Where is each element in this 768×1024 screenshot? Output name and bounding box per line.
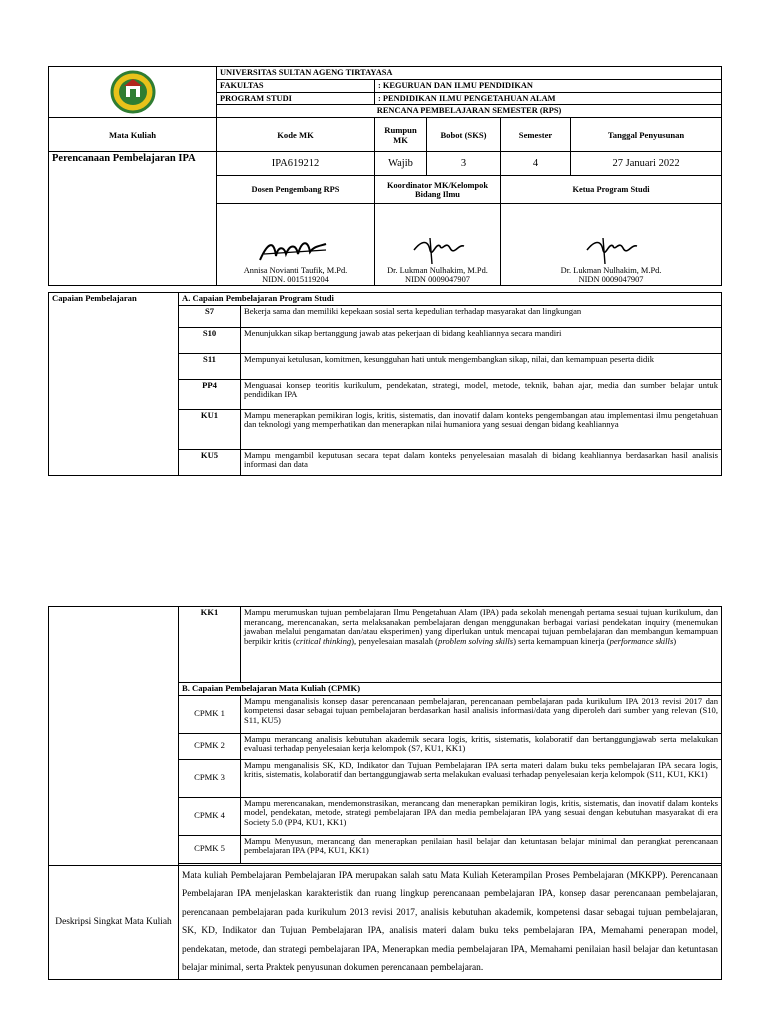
cpl-table-part-2 xyxy=(48,606,722,980)
cpl-code: PP4 xyxy=(179,379,241,409)
signer-2-cell xyxy=(375,204,501,286)
course-bobot: 3 xyxy=(427,152,501,176)
signer-1-cell xyxy=(217,204,375,286)
signer-3-name: Dr. Lukman Nulhakim, M.Pd. xyxy=(560,266,662,275)
cpl-text: Mempunyai ketulusan, komitmen, kesungguhan hati untuk mengembangkan sikap, nilai, dan kemampuan peserta didik xyxy=(241,353,722,379)
cpmk-code: CPMK 3 xyxy=(179,759,241,797)
logo-cell xyxy=(49,67,217,118)
cpmk-text: Mampu menganalisis konsep dasar perencanaan pembelajaran, perencanaan pembelajaran pada kurikulum IPA 2013 revisi 2017 dan kompetensi dasar sebagai tujuan pembelajaran berdasarkan hasil analisis informasi/data yang diperoleh dari sumber yang relevan (S10, S11, KU5) xyxy=(241,695,722,733)
document-title: RENCANA PEMBELAJARAN SEMESTER (RPS) xyxy=(217,105,722,118)
cpmk-text: Mampu Menyusun, merancang dan menerapkan penilaian hasil belajar dan ketuntasan belajar minimal dan perangkat perencanaan pembelajaran IPA (PP4, KU1, KK1) xyxy=(241,835,722,863)
signer-3-cell xyxy=(501,204,722,286)
cpl-code: KU5 xyxy=(179,449,241,475)
col-bobot: Bobot (SKS) xyxy=(427,118,501,152)
cpmk-code: CPMK 4 xyxy=(179,797,241,835)
program-label: PROGRAM STUDI xyxy=(217,92,375,105)
rps-header-table xyxy=(48,66,722,286)
cpl-code: S10 xyxy=(179,327,241,353)
signer-2-nidn: NIDN 0009047907 xyxy=(405,275,470,284)
cpl-code: KU1 xyxy=(179,409,241,449)
cpl-table-part-1 xyxy=(48,292,722,476)
faculty-value: : KEGURUAN DAN ILMU PENDIDIKAN xyxy=(375,79,722,92)
role-ketua-prodi: Ketua Program Studi xyxy=(501,176,722,204)
signer-1-name: Annisa Novianti Taufik, M.Pd. xyxy=(243,266,348,275)
cpmk-code: CPMK 5 xyxy=(179,835,241,863)
course-name: Perencanaan Pembelajaran IPA xyxy=(49,152,217,286)
program-value: : PENDIDIKAN ILMU PENGETAHUAN ALAM xyxy=(375,92,722,105)
course-code: IPA619212 xyxy=(217,152,375,176)
cpl-code-kk1: KK1 xyxy=(179,607,241,683)
section-b-title: B. Capaian Pembelajaran Mata Kuliah (CPMK) xyxy=(179,683,722,696)
cpl-text: Mampu mengambil keputusan secara tepat dalam konteks penyelesaian masalah di bidang keahliannya berdasarkan hasil analisis informasi dan data xyxy=(241,449,722,475)
col-kode-mk: Kode MK xyxy=(217,118,375,152)
signer-1-nidn: NIDN. 0015119204 xyxy=(262,275,329,284)
signer-3-nidn: NIDN 0009047907 xyxy=(578,275,644,284)
col-mata-kuliah: Mata Kuliah xyxy=(49,118,217,152)
cpl-text-kk1: Mampu merumuskan tujuan pembelajaran Ilmu Pengetahuan Alam (IPA) pada sekolah menengah pertama sesuai tujuan kurikulum, dan merancang, merencanakan, serta melaksanakan pembelajaran dengan menggunakan berbagai variasi pendekatan inquiry (menemukan jawaban melalui pengamatan dan/atau eksperimen) yang diperlukan untuk mencapai tujuan pembelajaran dan membangun kemampuan berpikir kritis (critical thinking), penyelesaian masalah (problem solving skills) serta kemampuan kinerja (performance skills) xyxy=(241,607,722,683)
cpl-label: Capaian Pembelajaran xyxy=(49,293,179,476)
course-date: 27 Januari 2022 xyxy=(571,152,722,176)
cpl-text: Mampu menerapkan pemikiran logis, kritis, sistematis, dan inovatif dalam konteks pengembangan atau implementasi ilmu pengetahuan dan teknologi yang memperhatikan dan menerapkan nilai humaniora yang sesuai dengan bidang keahliannya xyxy=(241,409,722,449)
cpl-label-continued xyxy=(49,607,179,866)
cpl-code: S7 xyxy=(179,305,241,327)
cpl-text: Bekerja sama dan memiliki kepekaan sosial serta kepedulian terhadap masyarakat dan lingkungan xyxy=(241,305,722,327)
course-semester: 4 xyxy=(501,152,571,176)
deskripsi-text: Mata kuliah Pembelajaran Pembelajaran IPA merupakan salah satu Mata Kuliah Keterampilan Proses Pembelajaran (MKKPP). Perencanaan Pembelajaran IPA menjelaskan karakteristik dan ruang lingkup perencanaan pembelajaran IPA, konsep dasar perencanaan pembelajaran, perencanaan pembelajaran pada kurikulum 2013 revisi 2017, analisis kebutuhan akademik, kompetensi dasar sebagai tujuan pembelajaran, SK, KD, Indikator dan Tujuan Pembelajaran IPA, analisis materi dalam buku teks pembelajaran IPA, Memahami penerapan model, pendekatan, metode, dan strategi pembelajaran IPA, Menerapkan media pembelajaran IPA, Memahami penilaian hasil belajar dan ketuntasan belajar minimal, serta Praktek penyusunan dokumen perencanaan pembelajaran. xyxy=(179,865,722,979)
role-koordinator: Koordinator MK/Kelompok Bidang Ilmu xyxy=(375,176,501,204)
section-a-title: A. Capaian Pembelajaran Program Studi xyxy=(179,293,722,306)
deskripsi-label: Deskripsi Singkat Mata Kuliah xyxy=(49,865,179,979)
cpl-code: S11 xyxy=(179,353,241,379)
cpmk-text: Mampu merancang analisis kebutuhan akademik secara logis, kritis, sistematis, kolaboratif dan bertanggungjawab serta melakukan evaluasi terhadap penyelesaian kerja kelompok (S7, KU1, KK1) xyxy=(241,733,722,759)
col-semester: Semester xyxy=(501,118,571,152)
university-name: UNIVERSITAS SULTAN AGENG TIRTAYASA xyxy=(217,67,722,80)
faculty-label: FAKULTAS xyxy=(217,79,375,92)
cpmk-text: Mampu menganalisis SK, KD, Indikator dan Tujuan Pembelajaran IPA serta materi dalam buku teks pembelajaran IPA secara logis, kritis, sistematis, kolaboratif dan bertanggungjawab serta melakukan evaluasi terhadap penyelesaian kerja kelompok (S11, KU1, KK1) xyxy=(241,759,722,797)
course-rumpun: Wajib xyxy=(375,152,427,176)
signer-2-name: Dr. Lukman Nulhakim, M.Pd. xyxy=(387,266,488,275)
col-rumpun: Rumpun MK xyxy=(375,118,427,152)
signature-1-icon xyxy=(256,236,336,266)
cpmk-code: CPMK 2 xyxy=(179,733,241,759)
cpl-text: Menunjukkan sikap bertanggung jawab atas pekerjaan di bidang keahliannya secara mandiri xyxy=(241,327,722,353)
role-dosen-pengembang: Dosen Pengembang RPS xyxy=(217,176,375,204)
cpmk-text: Mampu merencanakan, mendemonstrasikan, merancang dan menerapkan pemikiran logis, kritis, sistematis, dan inovatif dalam konteks model, pendekatan, metode, strategi pembelajaran IPA dan media pembelajaran IPA yang sesuai dengan kebutuhan masyarakat di era Society 5.0 (PP4, KU1, KK1) xyxy=(241,797,722,835)
cpl-text: Menguasai konsep teoritis kurikulum, pendekatan, strategi, model, metode, teknik, bahan ajar, media dan sumber belajar untuk pendidikan IPA xyxy=(241,379,722,409)
col-tanggal: Tanggal Penyusunan xyxy=(571,118,722,152)
cpmk-code: CPMK 1 xyxy=(179,695,241,733)
university-logo xyxy=(103,68,163,116)
signature-3-icon xyxy=(581,236,641,266)
signature-2-icon xyxy=(408,236,468,266)
